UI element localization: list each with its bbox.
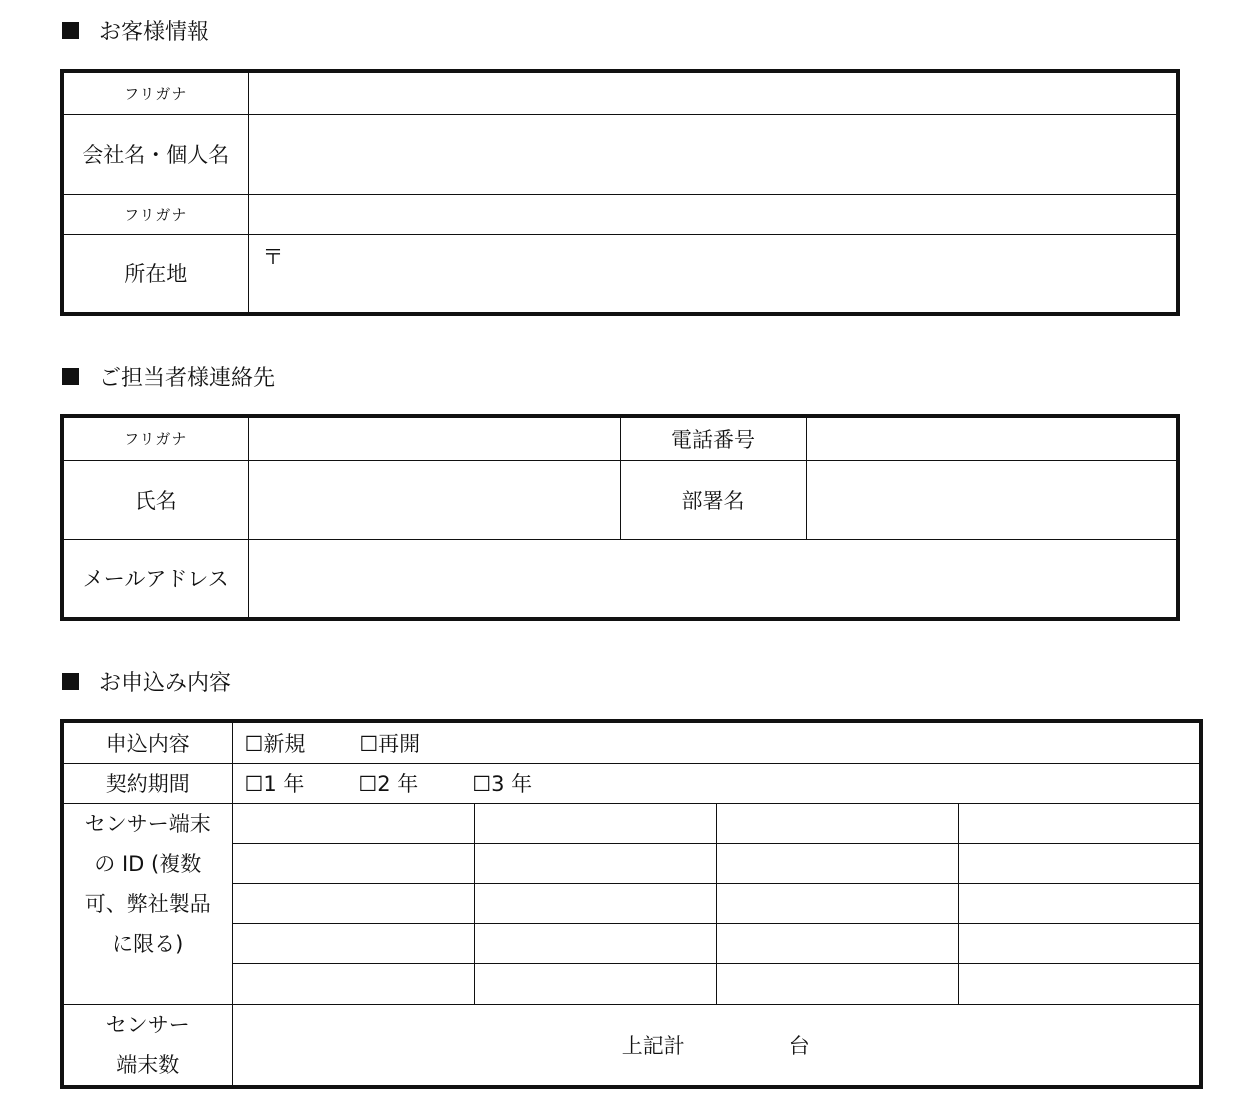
address-furigana-field[interactable] — [248, 194, 1178, 234]
contact-table — [60, 414, 1180, 621]
sensor-id-cell[interactable] — [474, 843, 716, 883]
address-field[interactable] — [248, 234, 1178, 314]
postal-mark: 〒 — [262, 244, 284, 269]
furigana-label: フリガナ — [62, 194, 248, 234]
section-title: ご担当者様連絡先 — [99, 366, 276, 391]
customer-info-table — [60, 69, 1180, 316]
department-label: 部署名 — [620, 460, 806, 539]
company-name-label: 会社名・個人名 — [62, 114, 248, 194]
sensor-id-cell[interactable] — [474, 883, 716, 923]
sensor-id-cell[interactable] — [959, 803, 1201, 843]
square-bullet-icon — [62, 22, 79, 39]
sensor-id-cell[interactable] — [232, 883, 474, 923]
sensor-id-label-line: に限る) — [112, 931, 184, 956]
furigana-label: フリガナ — [62, 416, 248, 460]
section-heading-customer-info — [62, 15, 209, 46]
checkbox-2-year[interactable]: ☐2 年 — [358, 772, 419, 796]
square-bullet-icon — [62, 673, 79, 690]
department-field[interactable] — [806, 460, 1178, 539]
sensor-id-cell[interactable] — [232, 923, 474, 963]
sensor-id-cell[interactable] — [717, 883, 959, 923]
application-table — [60, 719, 1203, 1089]
furigana-label: フリガナ — [62, 71, 248, 114]
contract-period-label: 契約期間 — [62, 763, 232, 803]
sensor-id-cell[interactable] — [959, 923, 1201, 963]
company-furigana-field[interactable] — [248, 71, 1178, 114]
sensor-count-field[interactable] — [232, 1004, 1201, 1087]
sensor-id-cell[interactable] — [959, 883, 1201, 923]
phone-label: 電話番号 — [620, 416, 806, 460]
phone-field[interactable] — [806, 416, 1178, 460]
sensor-id-cell[interactable] — [717, 963, 959, 1004]
section-heading-application — [62, 666, 231, 697]
sensor-id-cell[interactable] — [232, 963, 474, 1004]
sensor-id-cell[interactable] — [232, 843, 474, 883]
checkbox-new[interactable]: ☐新規 — [244, 731, 306, 756]
square-bullet-icon — [62, 368, 79, 385]
application-type-options — [232, 721, 1201, 763]
sensor-id-cell[interactable] — [717, 923, 959, 963]
sensor-id-cell[interactable] — [474, 803, 716, 843]
sensor-id-cell[interactable] — [717, 843, 959, 883]
checkbox-1-year[interactable]: ☐1 年 — [244, 772, 305, 796]
email-field[interactable] — [248, 539, 1178, 619]
sensor-id-cell[interactable] — [232, 803, 474, 843]
sensor-id-label — [62, 803, 232, 1004]
contact-furigana-field[interactable] — [248, 416, 620, 460]
email-label: メールアドレス — [62, 539, 248, 619]
sensor-id-cell[interactable] — [474, 963, 716, 1004]
sensor-count-label-line: センサー — [105, 1012, 190, 1037]
section-title: お客様情報 — [99, 20, 210, 45]
checkbox-3-year[interactable]: ☐3 年 — [472, 772, 533, 796]
name-field[interactable] — [248, 460, 620, 539]
sensor-id-cell[interactable] — [474, 923, 716, 963]
checkbox-resume[interactable]: ☐再開 — [359, 731, 421, 756]
address-label: 所在地 — [62, 234, 248, 314]
application-type-label: 申込内容 — [62, 721, 232, 763]
total-prefix: 上記計 — [621, 1033, 685, 1058]
company-name-field[interactable] — [248, 114, 1178, 194]
total-unit: 台 — [788, 1033, 810, 1058]
sensor-count-label — [62, 1004, 232, 1087]
sensor-id-cell[interactable] — [717, 803, 959, 843]
sensor-id-cell[interactable] — [959, 843, 1201, 883]
sensor-id-label-line: の ID (複数 — [94, 851, 202, 876]
contract-period-options — [232, 763, 1201, 803]
section-title: お申込み内容 — [99, 671, 232, 696]
sensor-count-label-line: 端末数 — [116, 1052, 180, 1077]
sensor-id-label-line: センサー端末 — [84, 811, 211, 836]
name-label: 氏名 — [62, 460, 248, 539]
sensor-id-label-line: 可、弊社製品 — [84, 891, 211, 916]
section-heading-contact — [62, 361, 275, 392]
sensor-id-cell[interactable] — [959, 963, 1201, 1004]
